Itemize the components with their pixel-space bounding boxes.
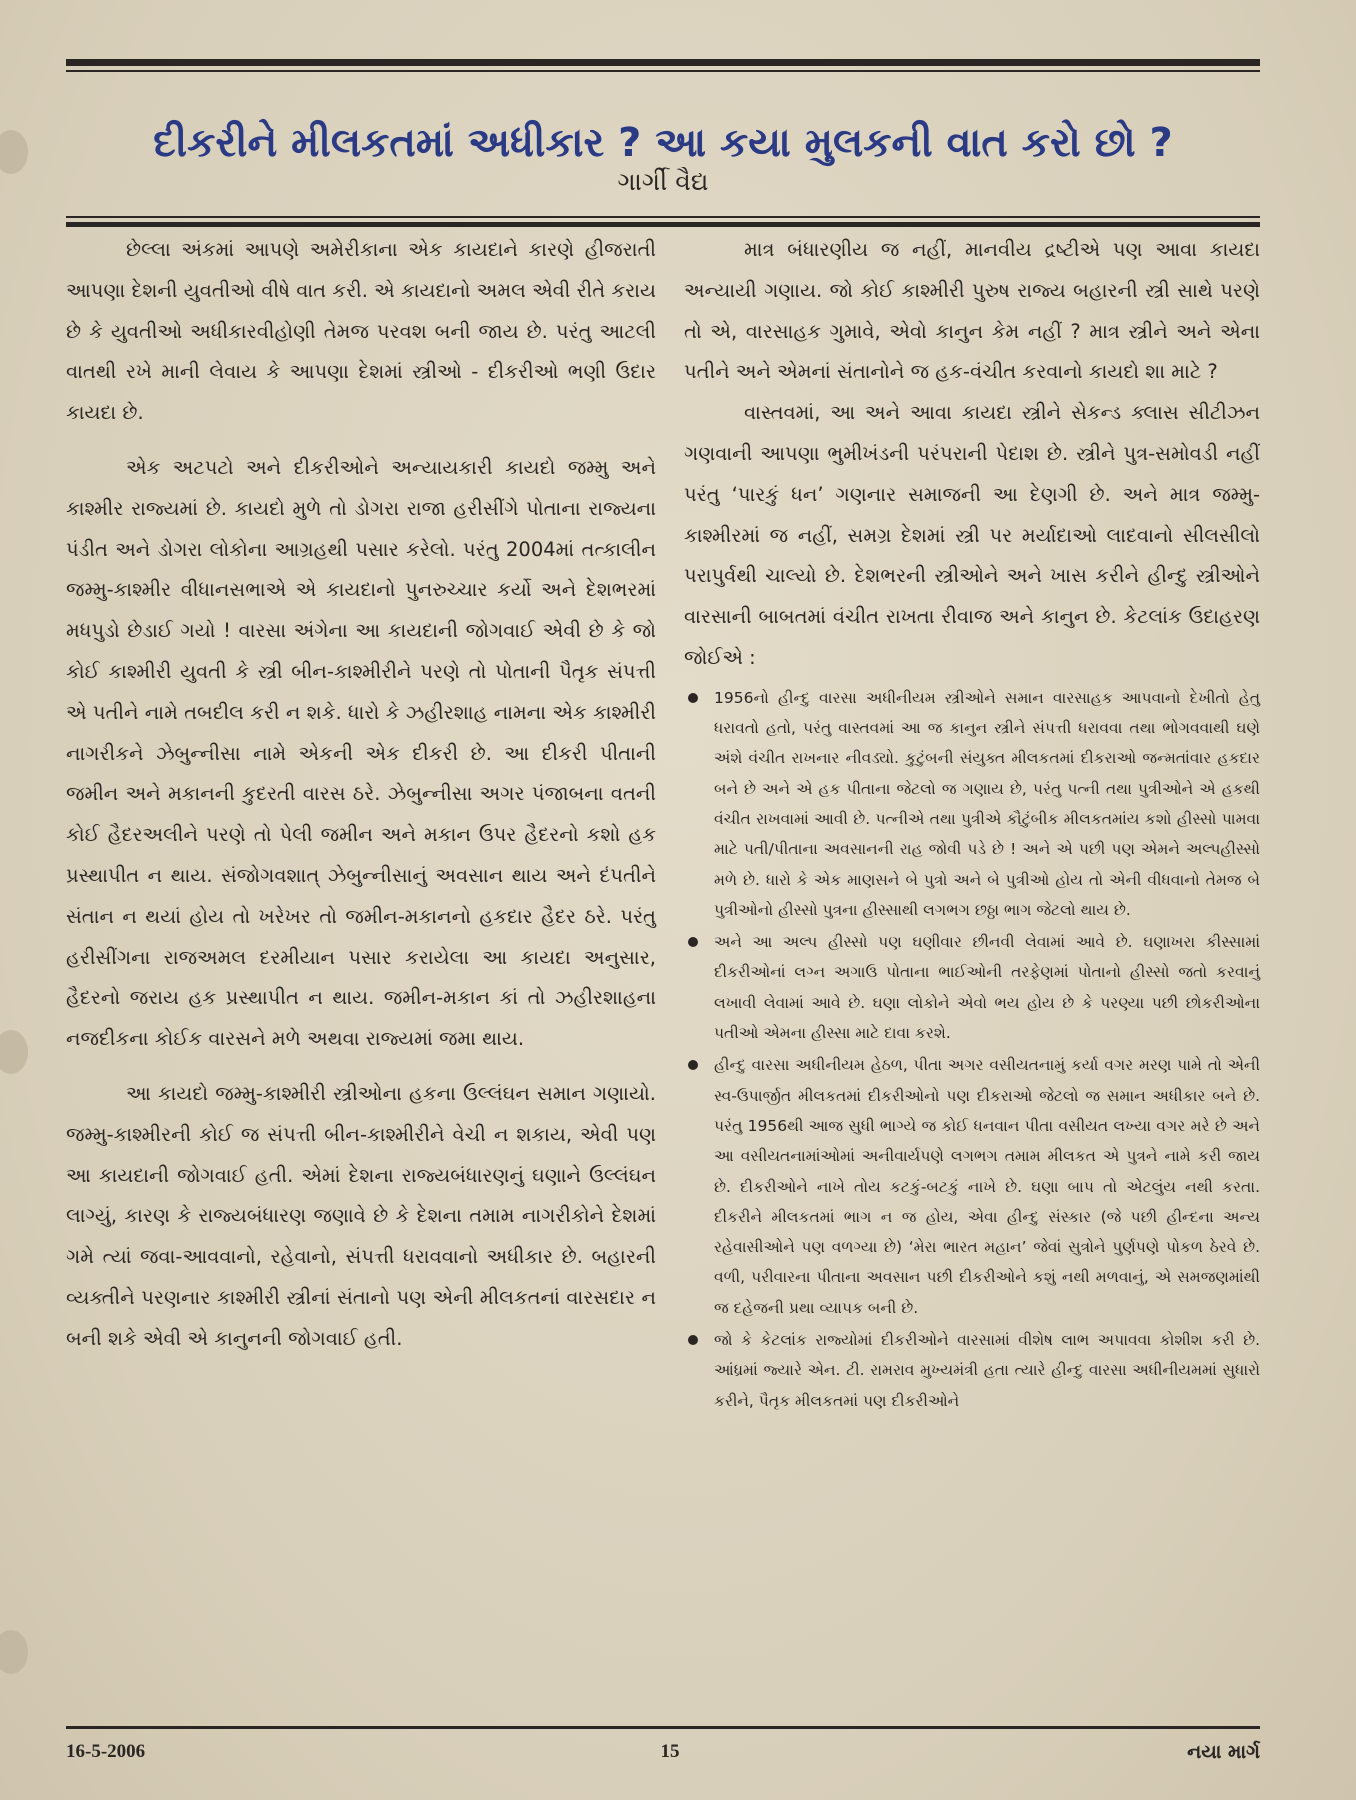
top-rule (66, 59, 1260, 66)
paragraph: છેલ્લા અંકમાં આપણે અમેરીકાના એક કાયદાને કારણે હીજરાતી આપણા દેશની યુવતીઓ વીષે વાત કરી. એ કાયદાનો અમલ એવી રીતે કરાય છે કે યુવતીઓ અધીકારવીહોણી તેમજ પરવશ બની જાય છે. પરંતુ આટલી વાતથી રખે માની લેવાય કે આપણા દેશમાં સ્ત્રીઓ - દીકરીઓ ભણી ઉદાર કાયદા છે. (66, 238, 656, 425)
punch-hole (0, 1030, 28, 1074)
example-list (684, 683, 1260, 1416)
list-item (684, 683, 1260, 925)
paragraph: માત્ર બંધારણીય જ નહીં, માનવીય દ્રષ્ટીએ પણ આવા કાયદા અન્યાયી ગણાય. જો કોઈ કાશ્મીરી પુરુષ રાજ્ય બહારની સ્ત્રી સાથે પરણે તો એ, વારસાહક ગુમાવે, એવો કાનુન કેમ નહીં ? માત્ર સ્ત્રીને અને એના પતીને અને એમનાં સંતાનોને જ હક-વંચીત કરવાનો કાયદો શા માટે ? (684, 238, 1260, 384)
list-item (684, 927, 1260, 1048)
punch-hole (0, 130, 28, 174)
header-rule (66, 216, 1260, 218)
bullet-icon (688, 937, 698, 947)
punch-hole (0, 1630, 28, 1674)
page-number: 15 (660, 1741, 680, 1762)
header-rule-thick (66, 222, 1260, 227)
article-title: દીકરીને મીલકતમાં અધીકાર ? આ કયા મુલકની વાત કરો છો ? (153, 119, 1173, 166)
list-item-text: હીન્દુ વારસા અધીનીયમ હેઠળ, પીતા અગર વસીયતનામું કર્યા વગર મરણ પામે તો એની સ્વ-ઉપાર્જીત મીલકતમાં દીકરીઓનો પણ દીકરાઓ જેટલો જ સમાન અધીકાર બને છે. પરંતુ 1956થી આજ સુધી ભાગ્યે જ કોઈ ધનવાન પીતા વસીયત લખ્યા વગર મરે છે અને આ વસીયતનામાંઓમાં અનીવાર્યપણે લગભગ તમામ મીલકત એ પુત્રને નામે કરી જાય છે. દીકરીઓને નાખે તોય કટકું-બટકું નાખે છે. ઘણા બાપ તો એટલુંય નથી કરતા. દીકરીને મીલકતમાં ભાગ ન જ હોય, એવા હીન્દુ સંસ્કાર (જે પછી હીન્દના અન્ય રહેવાસીઓને પણ વળગ્યા છે) ‘મેરા ભારત મહાન’ જેવાં સુત્રોને પુર્ણપણે પોકળ ઠેરવે છે. વળી, પરીવારના પીતાના અવસાન પછી દીકરીઓને કશું નથી મળવાનું, એ સમજણમાંથી જ દહેજની પ્રથા વ્યાપક બની છે. (714, 1056, 1260, 1317)
list-item (684, 1325, 1260, 1416)
list-item-text: જો કે કેટલાંક રાજ્યોમાં દીકરીઓને વારસામાં વીશેષ લાભ અપાવવા કોશીશ કરી છે. આંધ્રમાં જ્યારે એન. ટી. રામરાવ મુખ્યમંત્રી હતા ત્યારે હીન્દુ વારસા અધીનીયમમાં સુધારો કરીને, પૈતૃક મીલકતમાં પણ દીકરીઓને (714, 1331, 1260, 1410)
paragraph: આ કાયદો જમ્મુ-કાશ્મીરી સ્ત્રીઓના હકના ઉલ્લંઘન સમાન ગણાયો. જમ્મુ-કાશ્મીરની કોઈ જ સંપત્તી બીન-કાશ્મીરીને વેચી ન શકાય, એવી પણ આ કાયદાની જોગવાઈ હતી. એમાં દેશના રાજ્યબંધારણનું ઘણાને ઉલ્લંઘન લાગ્યું, કારણ કે રાજ્યબંધારણ જણાવે છે કે દેશના તમામ નાગરીકોને દેશમાં ગમે ત્યાં જવા-આવવાનો, રહેવાનો, સંપત્તી ધરાવવાનો અધીકાર છે. બહારની વ્યક્તીને પરણનાર કાશ્મીરી સ્ત્રીનાં સંતાનો પણ એની મીલકતનાં વારસદાર ન બની શકે એવી એ કાનુનની જોગવાઈ હતી. (66, 1081, 656, 1350)
bullet-icon (688, 693, 698, 703)
list-item-text: 1956નો હીન્દુ વારસા અધીનીયમ સ્ત્રીઓને સમાન વારસાહક આપવાનો દેખીતો હેતુ ધરાવતો હતો, પરંતુ વાસ્તવમાં આ જ કાનુન સ્ત્રીને સંપત્તી ધરાવવા તથા ભોગવવાથી ઘણે અંશે વંચીત રાખનાર નીવડ્યો. કુટુંબની સંયુક્ત મીલકતમાં દીકરાઓ જન્મતાંવાર હકદાર બને છે અને એ હક પીતાના જેટલો જ ગણાય છે, પરંતુ પત્ની તથા પુત્રીઓને એ હકથી વંચીત રાખવામાં આવી છે. પત્નીએ તથા પુત્રીએ કૌટુંબીક મીલકતમાંય કશો હીસ્સો પામવા માટે પતી/પીતાના અવસાનની રાહ જોવી પડે છે ! અને એ પછી પણ એમને અલ્પહીસ્સો મળે છે. ધારો કે એક માણસને બે પુત્રો અને બે પુત્રીઓ હોય તો એની વીધવાનો તેમજ બે પુત્રીઓનો હીસ્સો પુત્રના હીસ્સાથી લગભગ છઠ્ઠા ભાગ જેટલો થાય છે. (714, 688, 1260, 919)
paragraph: વાસ્તવમાં, આ અને આવા કાયદા સ્ત્રીને સેકન્ડ ક્લાસ સીટીઝન ગણવાની આપણા ભુમીખંડની પરંપરાની પેદાશ છે. સ્ત્રીને પુત્ર-સમોવડી નહીં પરંતુ ‘પારકું ધન’ ગણનાર સમાજની આ દેણગી છે. અને માત્ર જમ્મુ-કાશ્મીરમાં જ નહીં, સમગ્ર દેશમાં સ્ત્રી પર મર્યાદાઓ લાદવાનો સીલસીલો પરાપુર્વથી ચાલ્યો છે. દેશભરની સ્ત્રીઓને અને ખાસ કરીને હીન્દુ સ્ત્રીઓને વારસાની બાબતમાં વંચીત રાખતા રીવાજ અને કાનુન છે. કેટલાંક ઉદાહરણ જોઈએ : (684, 401, 1260, 669)
footer-rule (66, 1726, 1260, 1729)
issue-date: 16-5-2006 (66, 1741, 146, 1762)
article-author: ગાર્ગી વૈદ્ય (617, 167, 709, 196)
paragraph: એક અટપટો અને દીકરીઓને અન્યાયકારી કાયદો જમ્મુ અને કાશ્મીર રાજ્યમાં છે. કાયદો મુળે તો ડોગરા રાજા હરીસીંગે પોતાના રાજ્યના પંડીત અને ડોગરા લોકોના આગ્રહથી પસાર કરેલો. પરંતુ 2004માં તત્કાલીન જમ્મુ-કાશ્મીર વીધાનસભાએ એ કાયદાનો પુનરુચ્ચાર કર્યો અને દેશભરમાં મધપુડો છેડાઈ ગયો ! વારસા અંગેના આ કાયદાની જોગવાઈ એવી છે કે જો કોઈ કાશ્મીરી યુવતી કે સ્ત્રી બીન-કાશ્મીરીને પરણે તો પોતાની પૈતૃક સંપત્તી એ પતીને નામે તબદીલ કરી ન શકે. ધારો કે ઝહીરશાહ નામના એક કાશ્મીરી નાગરીકને ઝેબુન્નીસા નામે એકની એક દીકરી છે. આ દીકરી પીતાની જમીન અને મકાનની કુદરતી વારસ ઠરે. ઝેબુન્નીસા અગર પંજાબના વતની કોઈ હૈદરઅલીને પરણે તો પેલી જમીન અને મકાન ઉપર હૈદરનો કશો હક પ્રસ્થાપીત ન થાય. સંજોગવશાત્ ઝેબુન્નીસાનું અવસાન થાય અને દંપતીને સંતાન ન થયાં હોય તો ખરેખર તો જમીન-મકાનનો હકદાર હૈદર ઠરે. પરંતુ હરીસીંગના રાજઅમલ દરમીયાન પસાર કરાયેલા આ કાયદા અનુસાર, હૈદરનો જરાય હક પ્રસ્થાપીત ન થાય. જમીન-મકાન કાં તો ઝહીરશાહના નજદીકના કોઈક વારસને મળે અથવા રાજ્યમાં જમા થાય. (66, 455, 656, 1051)
publication-name: નયા માર્ગ (1187, 1741, 1260, 1763)
list-item (684, 1050, 1260, 1323)
list-item-text: અને આ અલ્પ હીસ્સો પણ ઘણીવાર છીનવી લેવામાં આવે છે. ઘણાખરા કીસ્સામાં દીકરીઓનાં લગ્ન અગાઉ પોતાના ભાઈઓની તરફેણમાં પોતાનો હીસ્સો જતો કરવાનું લખાવી લેવામાં આવે છે. ઘણા લોકોને એવો ભય હોય છે કે પરણ્યા પછી છોકરીઓના પતીઓ એમના હીસ્સા માટે દાવા કરશે. (714, 933, 1260, 1043)
right-column (684, 230, 1260, 1418)
left-column (66, 230, 656, 1360)
bullet-icon (688, 1335, 698, 1345)
bullet-icon (688, 1060, 698, 1070)
top-rule-thin (66, 70, 1260, 72)
